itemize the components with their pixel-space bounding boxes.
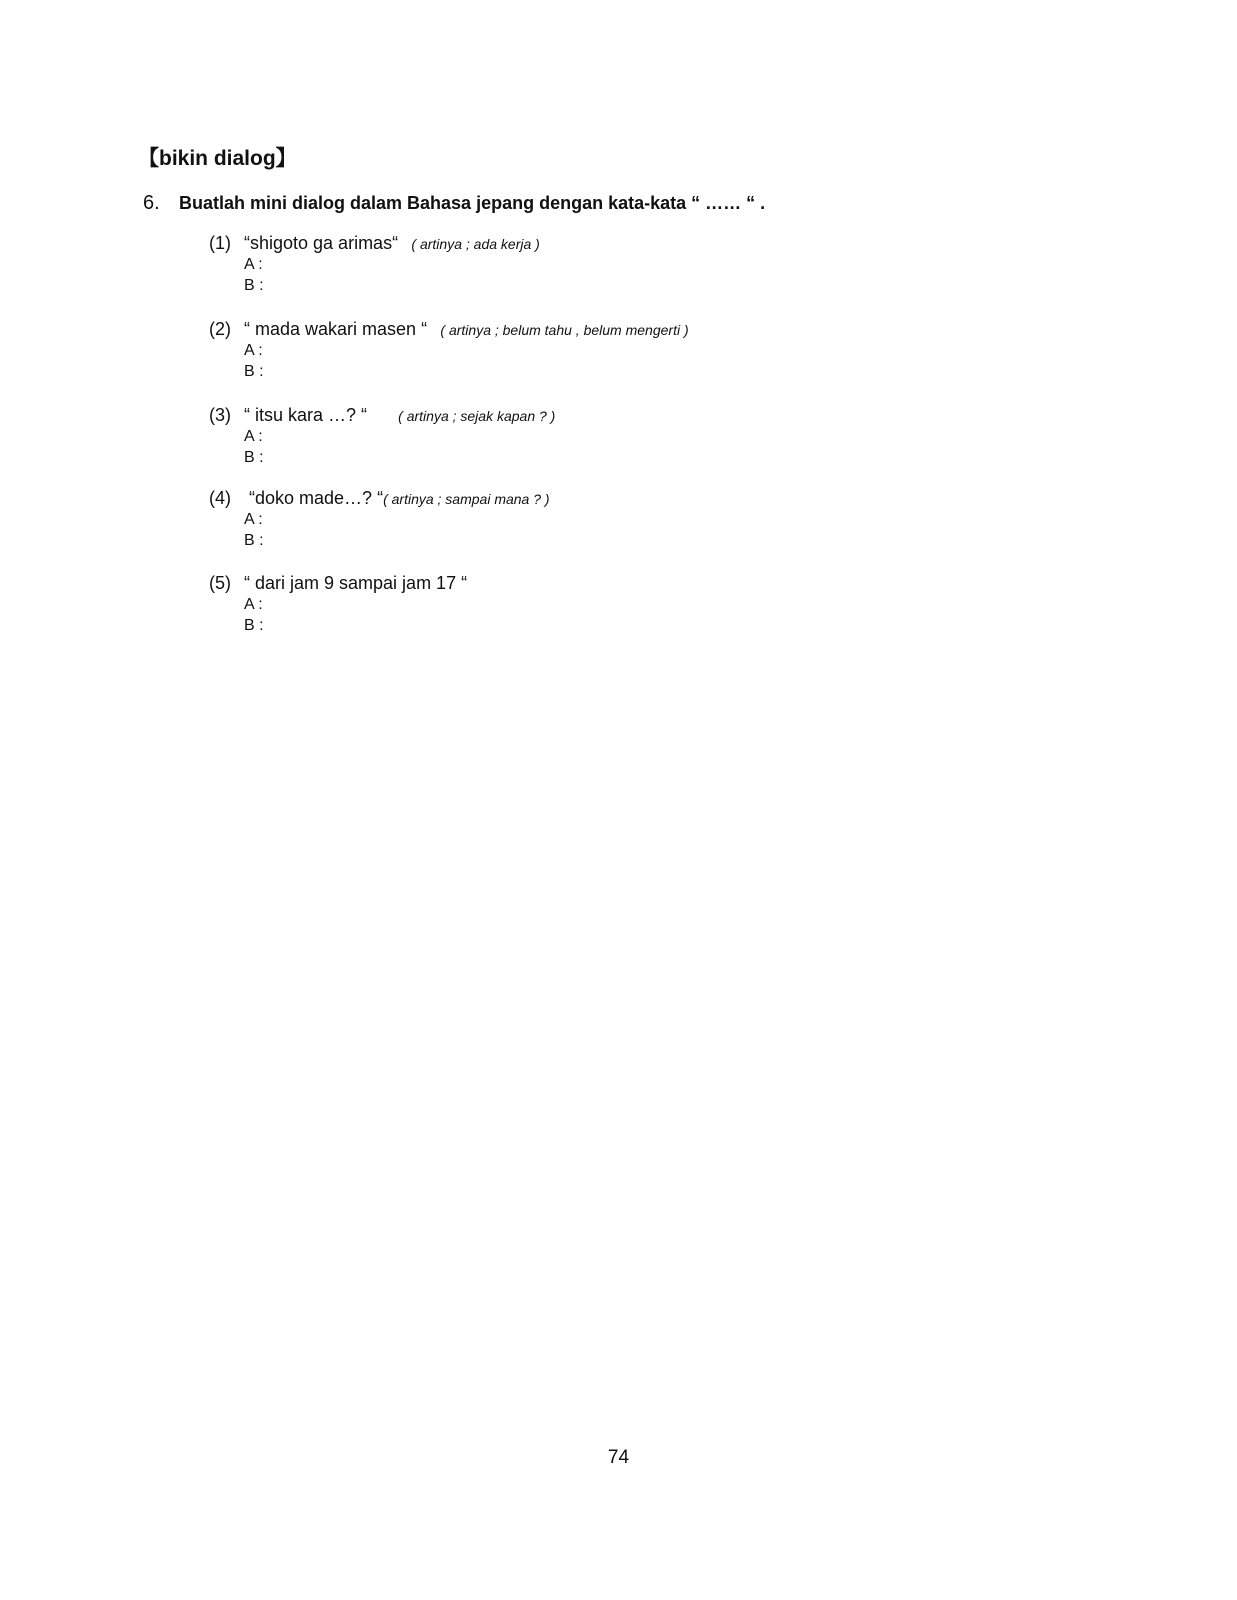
speaker-a-line: A :	[244, 342, 263, 359]
item-phrase: “ mada wakari masen “	[244, 319, 428, 339]
speaker-a-line: A :	[244, 428, 263, 445]
section-title: 【bikin dialog】	[138, 147, 297, 170]
speaker-b-line: B :	[244, 449, 264, 466]
speaker-b-line: B :	[244, 617, 264, 634]
item-meaning: ( artinya ; belum tahu , belum mengerti )	[440, 322, 689, 338]
speaker-a-line: A :	[244, 596, 263, 613]
item-phrase: “ itsu kara …? “	[244, 405, 368, 425]
item-number: (3)	[209, 405, 231, 425]
item-number: (2)	[209, 319, 231, 339]
item-phrase: “shigoto ga arimas“	[244, 233, 399, 253]
dialog-item-3	[209, 404, 555, 468]
dialog-item-5	[209, 572, 467, 636]
item-number: (5)	[209, 573, 231, 593]
page-number: 74	[607, 1447, 630, 1468]
item-phrase: “doko made…? “	[244, 488, 384, 508]
speaker-b-line: B :	[244, 363, 264, 380]
item-number: (4)	[209, 488, 231, 508]
item-meaning: ( artinya ; sejak kapan ? )	[398, 408, 556, 424]
question-text: Buatlah mini dialog dalam Bahasa jepang dengan kata-kata “ …… “ .	[179, 193, 766, 213]
item-phrase: “ dari jam 9 sampai jam 17 “	[244, 573, 468, 593]
item-meaning: ( artinya ; sampai mana ? )	[383, 491, 550, 507]
question-6	[143, 192, 765, 215]
dialog-item-4	[209, 487, 550, 551]
dialog-item-2	[209, 318, 689, 382]
question-number: 6.	[143, 192, 160, 214]
dialog-item-1	[209, 232, 540, 296]
speaker-b-line: B :	[244, 277, 264, 294]
speaker-b-line: B :	[244, 532, 264, 549]
item-meaning: ( artinya ; ada kerja )	[411, 236, 540, 252]
speaker-a-line: A :	[244, 256, 263, 273]
speaker-a-line: A :	[244, 511, 263, 528]
item-number: (1)	[209, 233, 231, 253]
